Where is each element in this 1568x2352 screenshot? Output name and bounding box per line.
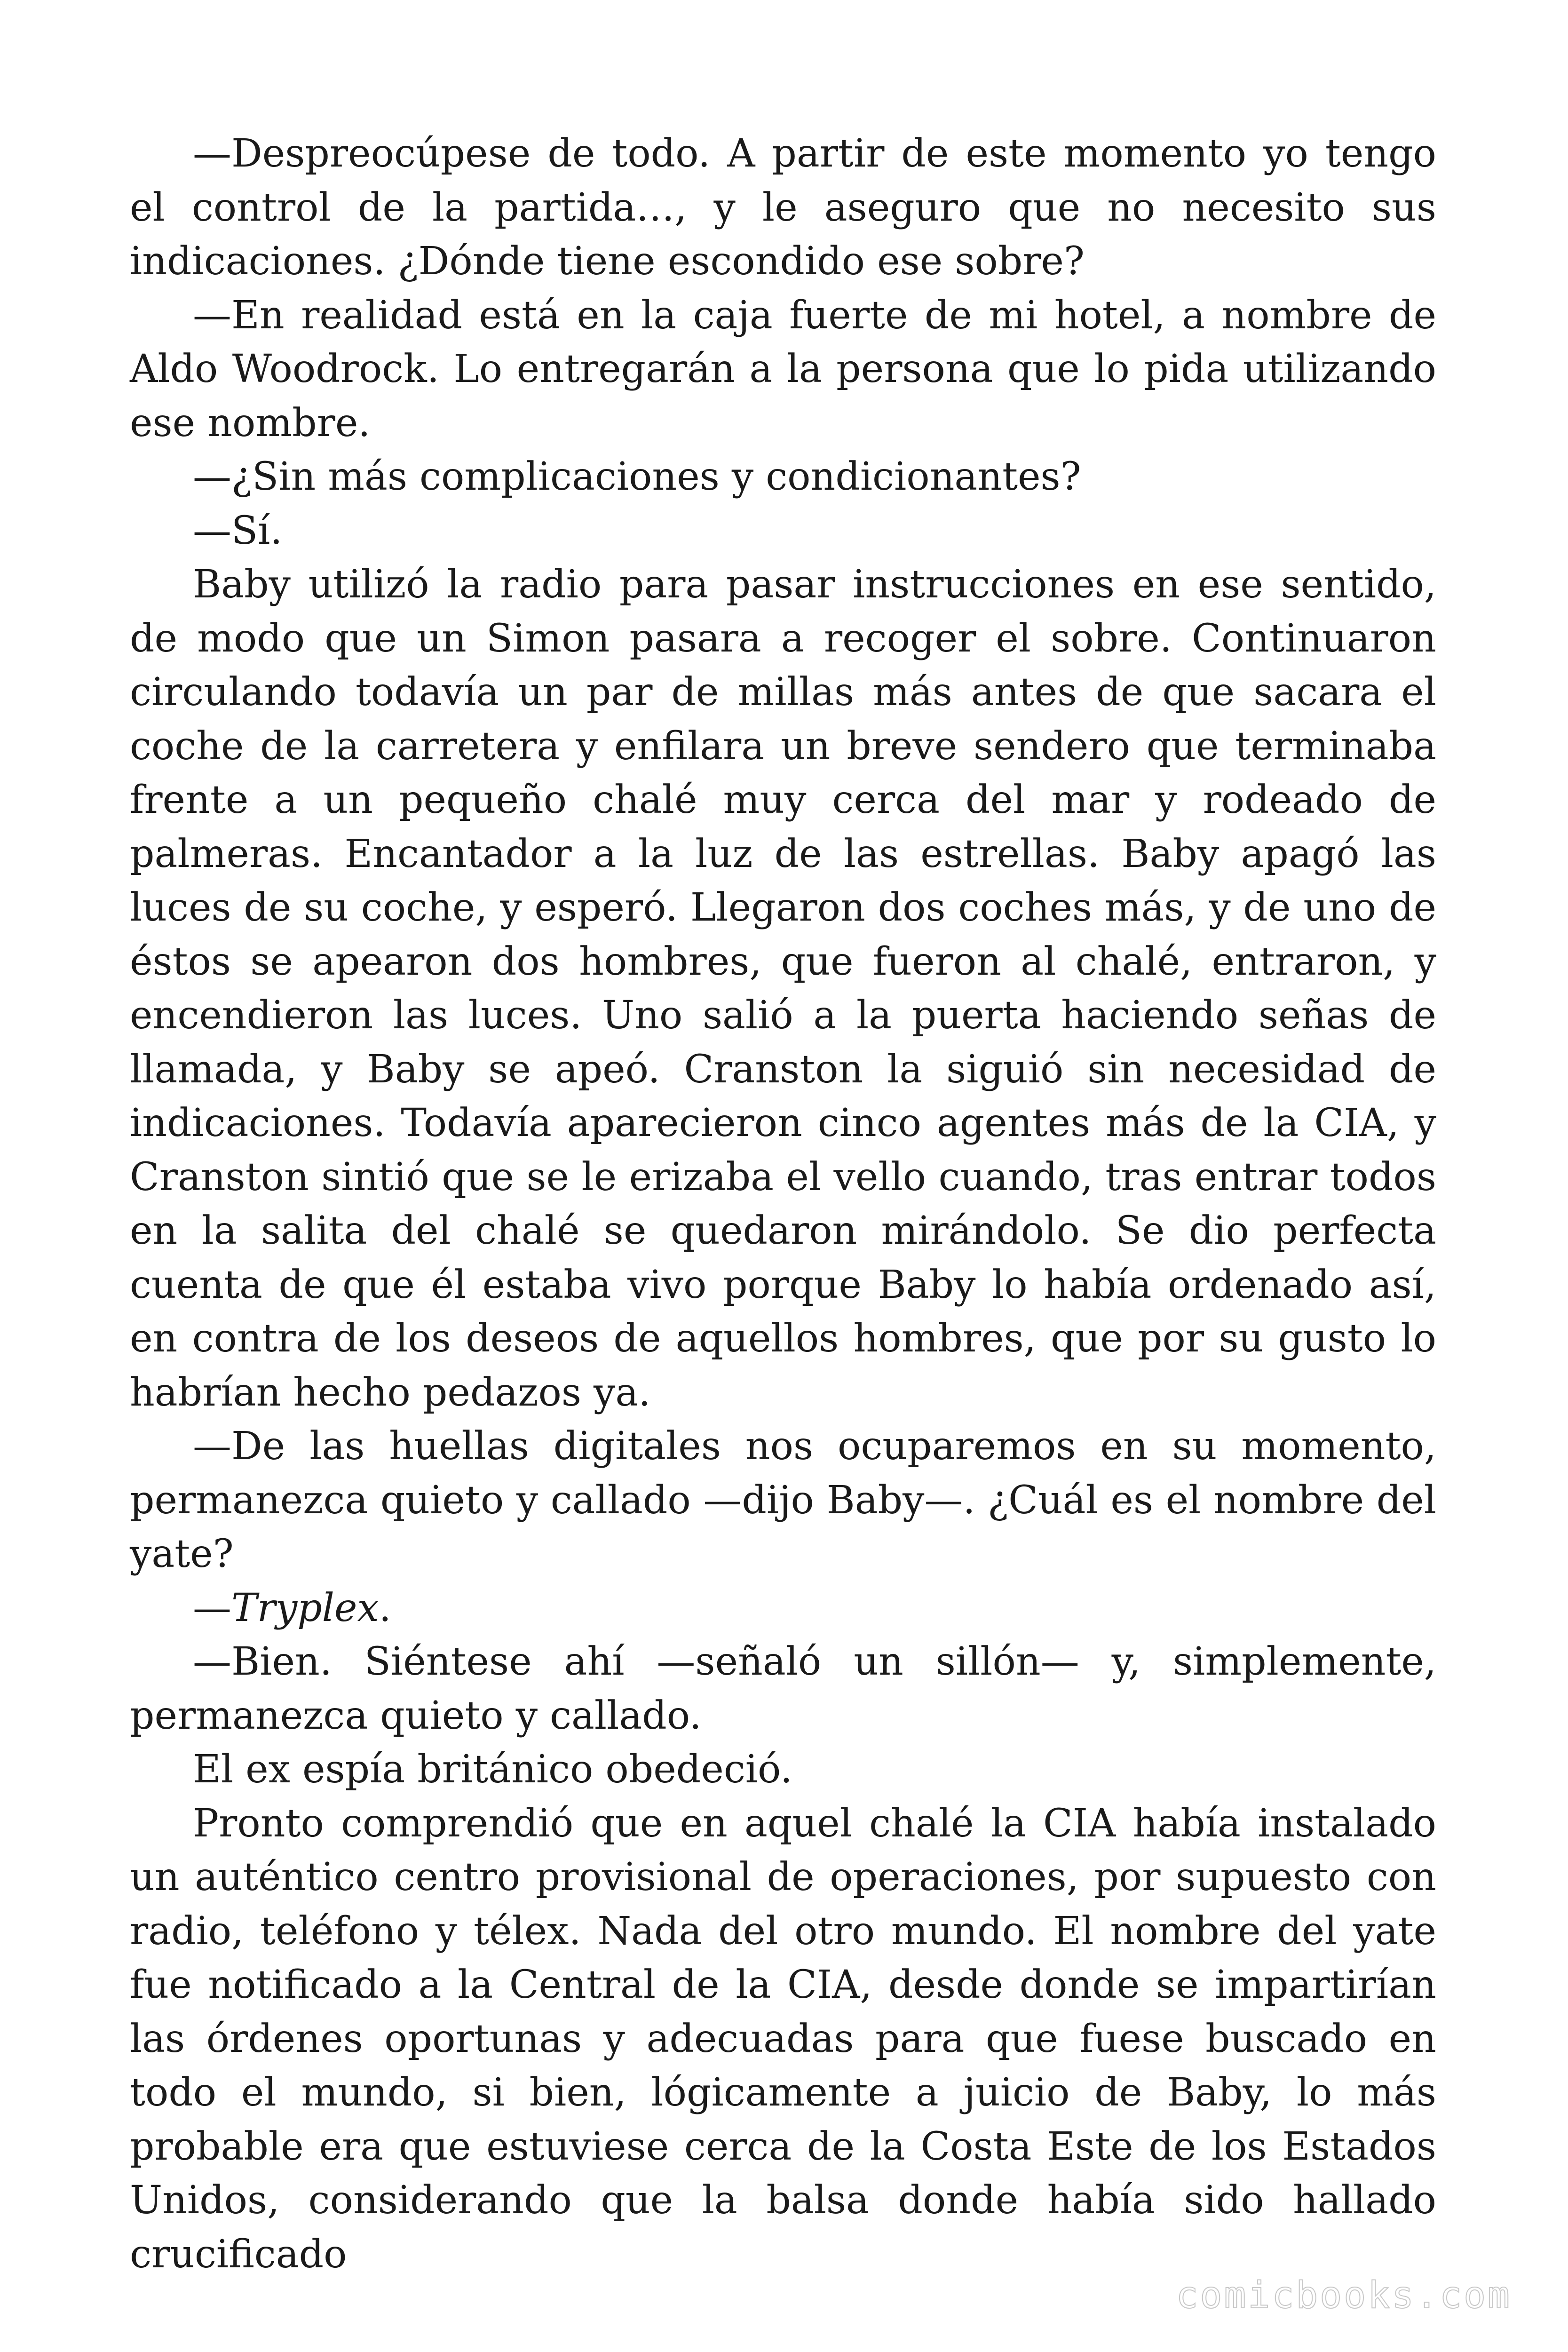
paragraph: Pronto comprendió que en aquel chalé la CIA había instalado un auténtico centro provisional de operaciones, por supuesto con radio, teléfono y télex. Nada del otro mundo. El nombre del yate fue notificado a la Central de la CIA, desde donde se impartirían las órdenes oportunas y adecuadas para que fuese buscado en todo el mundo, si bien, lógicamente a juicio de Baby, lo más probable era que estuviese cerca de la Costa Este de los Estados Unidos, considerando que la balsa donde había sido hallado crucificado [130, 1801, 1436, 2277]
paragraph: El ex espía británico obedeció. [193, 1747, 792, 1792]
dialogue-dash: — [193, 1585, 231, 1630]
yacht-name: Tryplex [231, 1585, 379, 1630]
paragraph: —En realidad está en la caja fuerte de mi hotel, a nombre de Aldo Woodrock. Lo entregarán a la persona que lo pida utilizando ese nombre. [130, 293, 1436, 445]
paragraph: —¿Sin más complicaciones y condicionantes? [193, 454, 1081, 499]
paragraph: Baby utilizó la radio para pasar instrucciones en ese sentido, de modo que un Simon pasara a recoger el sobre. Continuaron circulando todavía un par de millas más antes de que sacara el coche de la carretera y enfilara un breve sendero que terminaba frente a un pequeño chalé muy cerca del mar y rodeado de palmeras. Encantador a la luz de las estrellas. Baby apagó las luces de su coche, y esperó. Llegaron dos coches más, y de uno de éstos se apearon dos hombres, que fueron al chalé, entraron, y encendieron las luces. Uno salió a la puerta haciendo señas de llamada, y Baby se apeó. Cranston la siguió sin necesidad de indicaciones. Todavía aparecieron cinco agentes más de la CIA, y Cranston sintió que se le erizaba el vello cuando, tras entrar todos en la salita del chalé se quedaron mirándolo. Se dio perfecta cuenta de que él estaba vivo porque Baby lo había ordenado así, en contra de los deseos de aquellos hombres, que por su gusto lo habrían hecho pedazos ya. [130, 562, 1436, 1415]
paragraph: —Bien. Siéntese ahí —señaló un sillón— y, simplemente, permanezca quieto y callado. [130, 1639, 1436, 1738]
paragraph: —De las huellas digitales nos ocuparemos en su momento, permanezca quieto y callado —dijo Baby—. ¿Cuál es el nombre del yate? [130, 1424, 1436, 1576]
watermark-logo: comicbooks.com [1176, 2274, 1512, 2317]
page-body-text [130, 127, 1436, 2281]
paragraph: —Despreocúpese de todo. A partir de este momento yo tengo el control de la partida…, y le aseguro que no necesito sus indicaciones. ¿Dónde tiene escondido ese sobre? [130, 131, 1436, 284]
paragraph: —Sí. [193, 508, 283, 553]
paragraph-yacht-name [130, 1581, 1436, 1636]
yacht-name-period: . [379, 1585, 391, 1630]
